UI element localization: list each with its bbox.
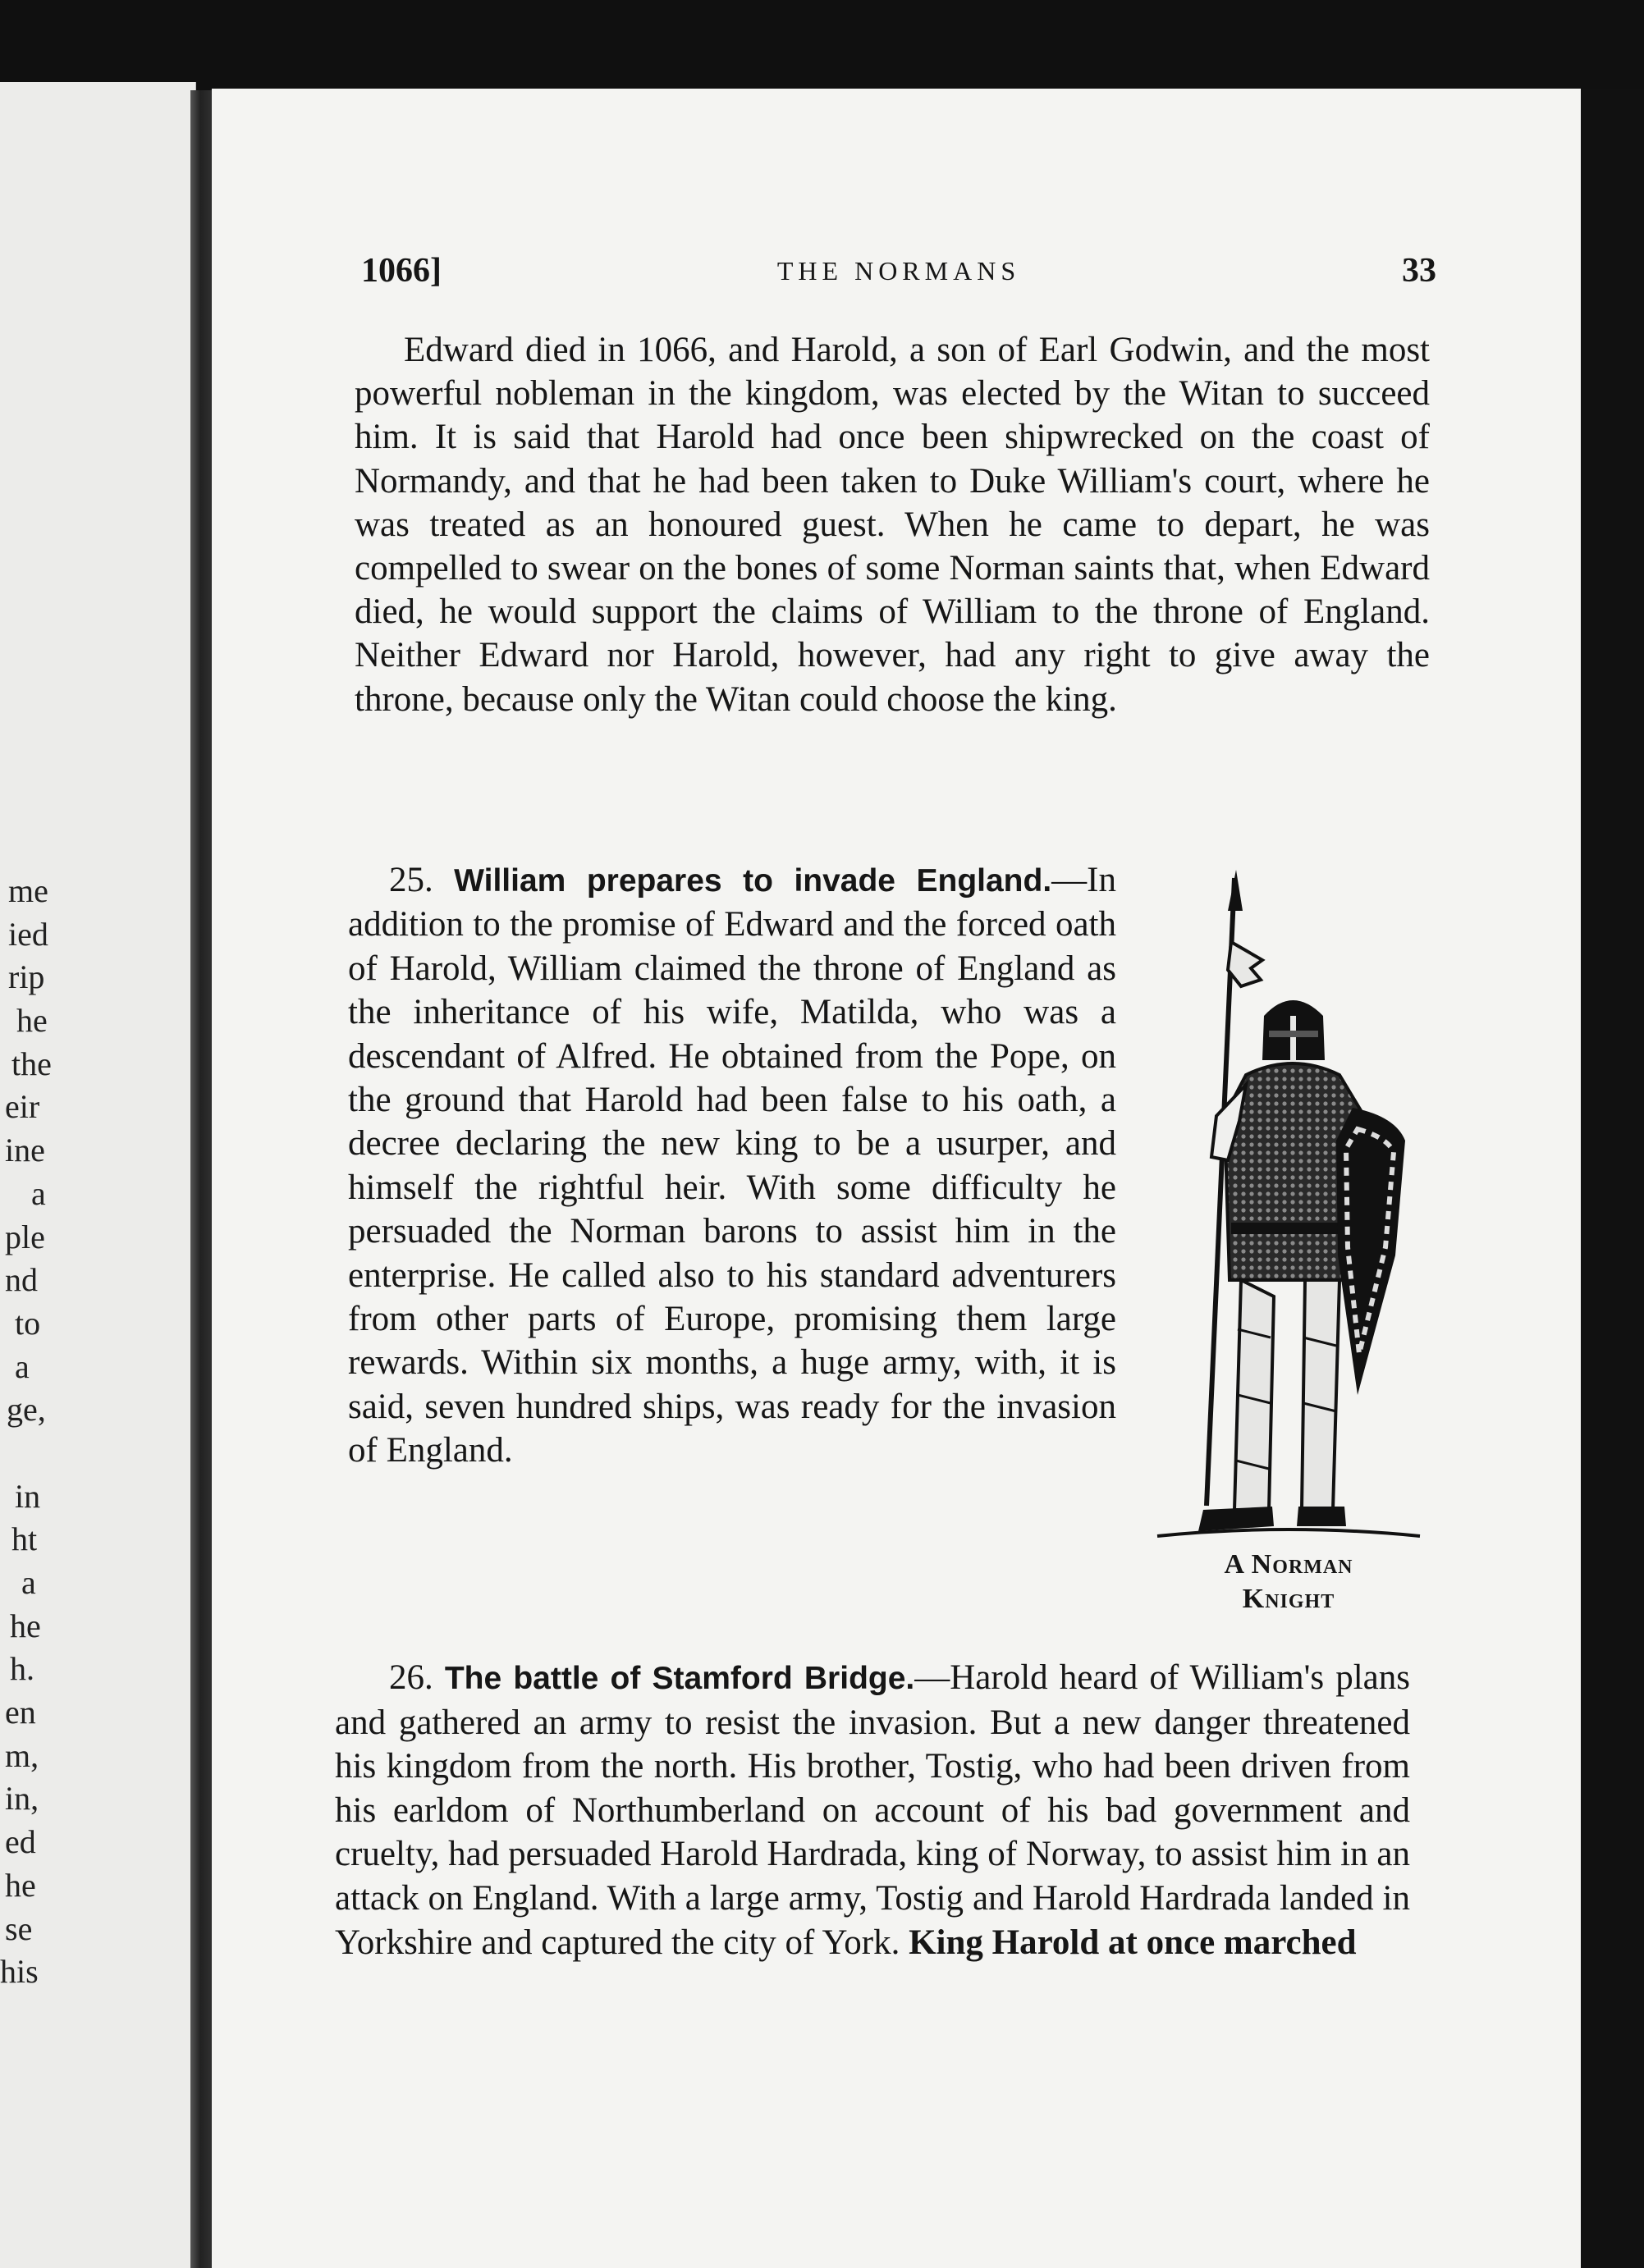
fragment-line: h. bbox=[10, 1650, 34, 1688]
fragment-line: rip bbox=[8, 958, 45, 996]
fragment-line: ine bbox=[5, 1132, 45, 1169]
fragment-line: a bbox=[15, 1347, 30, 1385]
section-number: 26. bbox=[389, 1658, 433, 1697]
section-heading: William prepares to invade England. bbox=[454, 863, 1052, 899]
fragment-line: nd bbox=[5, 1261, 38, 1299]
fragment-line: me bbox=[8, 872, 48, 909]
fragment-line: ed bbox=[5, 1823, 36, 1861]
section-heading: The battle of Stamford Bridge. bbox=[444, 1661, 915, 1696]
header-year: 1066] bbox=[361, 252, 442, 290]
section-body: —In addition to the promise of Edward and the forced oath of Harold, William claimed the throne of England as the inheritance of his wife, Matilda, who was a descendant of Alfred. He obtained from the Pope, on the ground that Harold had been false to his oath, a decree declaring the new king to be a usurper, and himself the rightful heir. With some difficulty he persuaded the Norman barons to assist him in the enterprise. He called also to his standard adventurers from other parts of Europe, promising them large rewards. Within six months, a huge army, with, it is said, seven hundred ships, was ready for the invasion of England. bbox=[348, 861, 1116, 1470]
fragment-line: se bbox=[5, 1909, 33, 1947]
running-header bbox=[361, 251, 1436, 300]
fragment-line: he bbox=[10, 1607, 41, 1644]
norman-knight-illustration bbox=[1149, 870, 1428, 1559]
fragment-line: eir bbox=[5, 1088, 40, 1126]
fragment-line: ple bbox=[5, 1218, 45, 1255]
fragment-line: ht bbox=[11, 1520, 38, 1558]
fragment-line: to bbox=[15, 1304, 41, 1342]
figure-caption bbox=[1182, 1548, 1395, 1616]
paragraph-section-26 bbox=[335, 1656, 1410, 1964]
fragment-line: he bbox=[16, 1002, 48, 1040]
fragment-line bbox=[0, 1432, 66, 1475]
fragment-line: en bbox=[5, 1694, 36, 1731]
fragment-line: a bbox=[31, 1174, 46, 1212]
fragment-line: ied bbox=[8, 915, 48, 953]
fragment-line: he bbox=[5, 1866, 36, 1904]
left-page bbox=[0, 82, 196, 2268]
caption-line-2: Knight bbox=[1242, 1584, 1335, 1614]
left-page-text-fragments bbox=[0, 870, 66, 1994]
fragment-line: the bbox=[11, 1045, 52, 1082]
section-last-words: King Harold at once marched bbox=[909, 1923, 1357, 1962]
film-border-right bbox=[1581, 89, 1644, 2268]
section-body: —Harold heard of William's plans and gathered an army to resist the invasion. But a new danger threatened his kingdom from the north. His brother, Tostig, who had been driven from his earldom of Northumberland on account of his bad government and cruelty, had persuaded Harold Hardrada, king of Norway, to assist him in an attack on England. With a large army, Tostig and Harold Hardrada landed in Yorkshire and captured the city of York. bbox=[335, 1658, 1410, 1962]
film-border-top bbox=[0, 0, 1644, 90]
fragment-line: his bbox=[0, 1953, 39, 1991]
header-chapter-title: THE NORMANS bbox=[776, 256, 1021, 286]
paragraph-intro: Edward died in 1066, and Harold, a son of Earl Godwin, and the most powerful nobleman in the kingdom, was elected by the Witan to succeed him. It is said that Harold had once been shipwrecked on the coast of Normandy, and that he had been taken to Duke William's court, where he was treated as an honoured guest. When he came to depart, he was compelled to swear on the bones of some Norman saints that, when Edward died, he would support the claims of William to the throne of England. Neither Edward nor Harold, however, had any right to give away the throne, because only the Witan could choose the king. bbox=[355, 331, 1430, 719]
fragment-line: ge, bbox=[7, 1391, 46, 1429]
section-number: 25. bbox=[389, 861, 433, 899]
caption-line-1: A Norman bbox=[1224, 1549, 1353, 1580]
fragment-line: in bbox=[15, 1477, 41, 1515]
page-number: 33 bbox=[1402, 252, 1436, 290]
fragment-line: a bbox=[21, 1564, 36, 1601]
fragment-line: in, bbox=[5, 1780, 39, 1818]
fragment-line: m, bbox=[5, 1736, 39, 1774]
paragraph-section-25 bbox=[348, 858, 1116, 1473]
